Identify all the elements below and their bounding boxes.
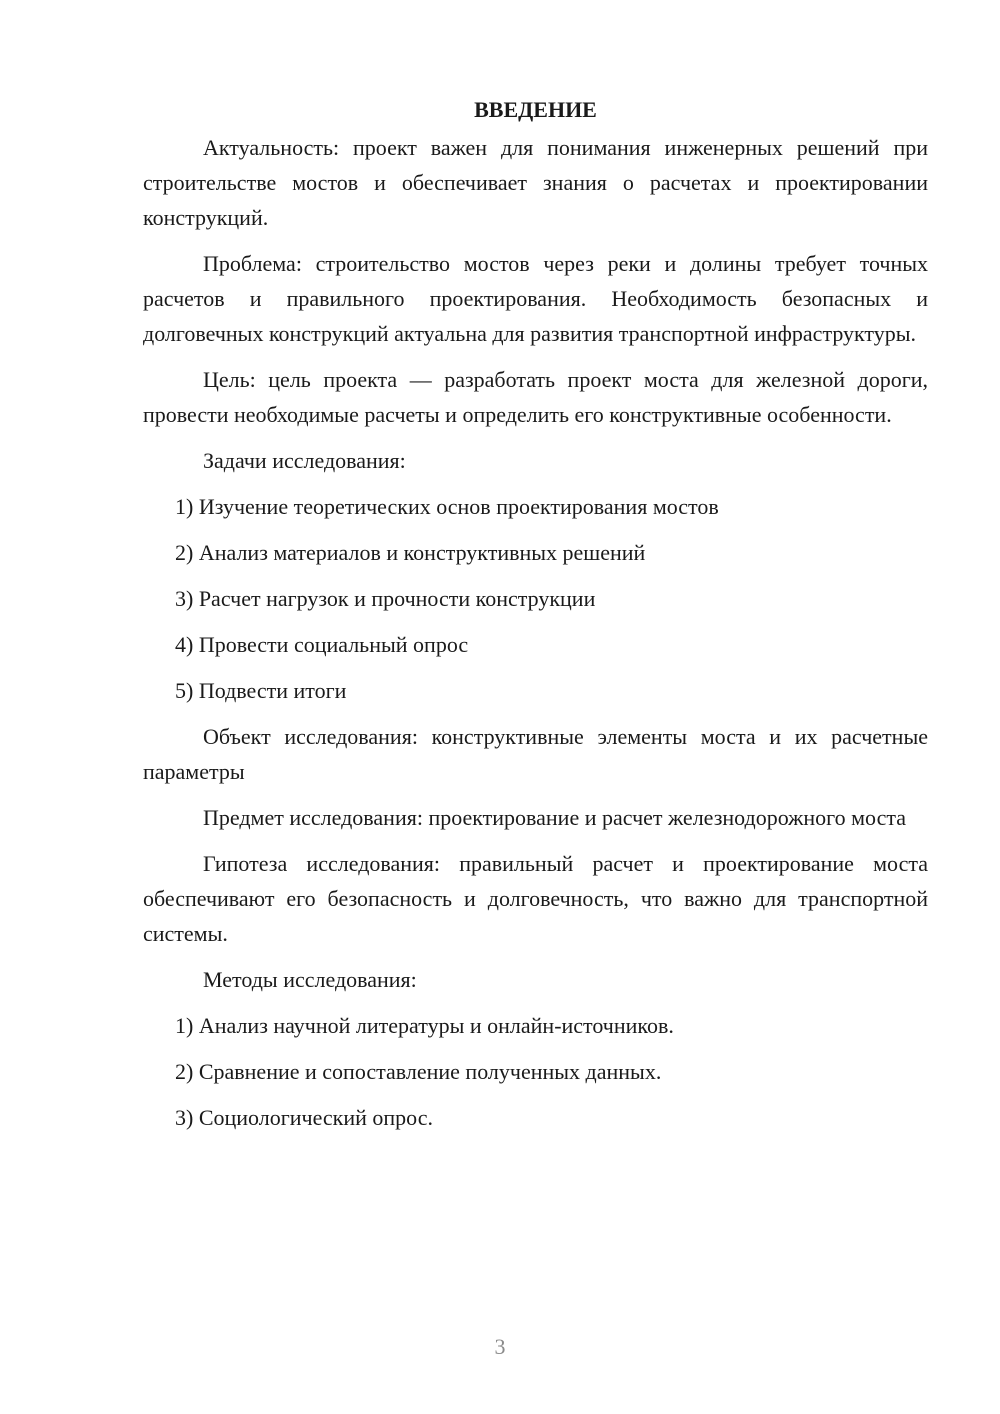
section-title: ВВЕДЕНИЕ [474,97,597,122]
page-number: 3 [494,1334,506,1359]
task-item: 2) Анализ материалов и конструктивных решений [175,540,646,565]
document-page [143,92,928,1146]
task-item: 4) Провести социальный опрос [175,632,469,657]
problem-paragraph: Проблема: строительство мостов через реки и долины требует точных расчетов и правильного проектирования. Необходимость безопасных и долговечных конструкций актуальна для развития транспортной инфраструктуры. [143,251,928,346]
hypothesis-paragraph: Гипотеза исследования: правильный расчет и проектирование моста обеспечивают его безопасность и долговечность, что важно для транспортной системы. [143,851,928,946]
methods-heading: Методы исследования: [203,967,417,992]
method-item: 3) Социологический опрос. [175,1105,433,1130]
goal-paragraph: Цель: цель проекта — разработать проект моста для железной дороги, провести необходимые расчеты и определить его конструктивные особенности. [143,367,928,427]
task-item: 3) Расчет нагрузок и прочности конструкции [175,586,596,611]
subject-paragraph: Предмет исследования: проектирование и расчет железнодорожного моста [203,805,907,830]
method-item: 1) Анализ научной литературы и онлайн-источников. [175,1013,674,1038]
tasks-list [143,489,928,708]
object-paragraph: Объект исследования: конструктивные элементы моста и их расчетные параметры [143,724,928,784]
method-item: 2) Сравнение и сопоставление полученных данных. [175,1059,662,1084]
task-item: 5) Подвести итоги [175,678,347,703]
task-item: 1) Изучение теоретических основ проектирования мостов [175,494,719,519]
methods-list [143,1008,928,1135]
relevance-paragraph: Актуальность: проект важен для понимания инженерных решений при строительстве мостов и обеспечивает знания о расчетах и проектировании конструкций. [143,135,928,230]
tasks-heading: Задачи исследования: [203,448,406,473]
